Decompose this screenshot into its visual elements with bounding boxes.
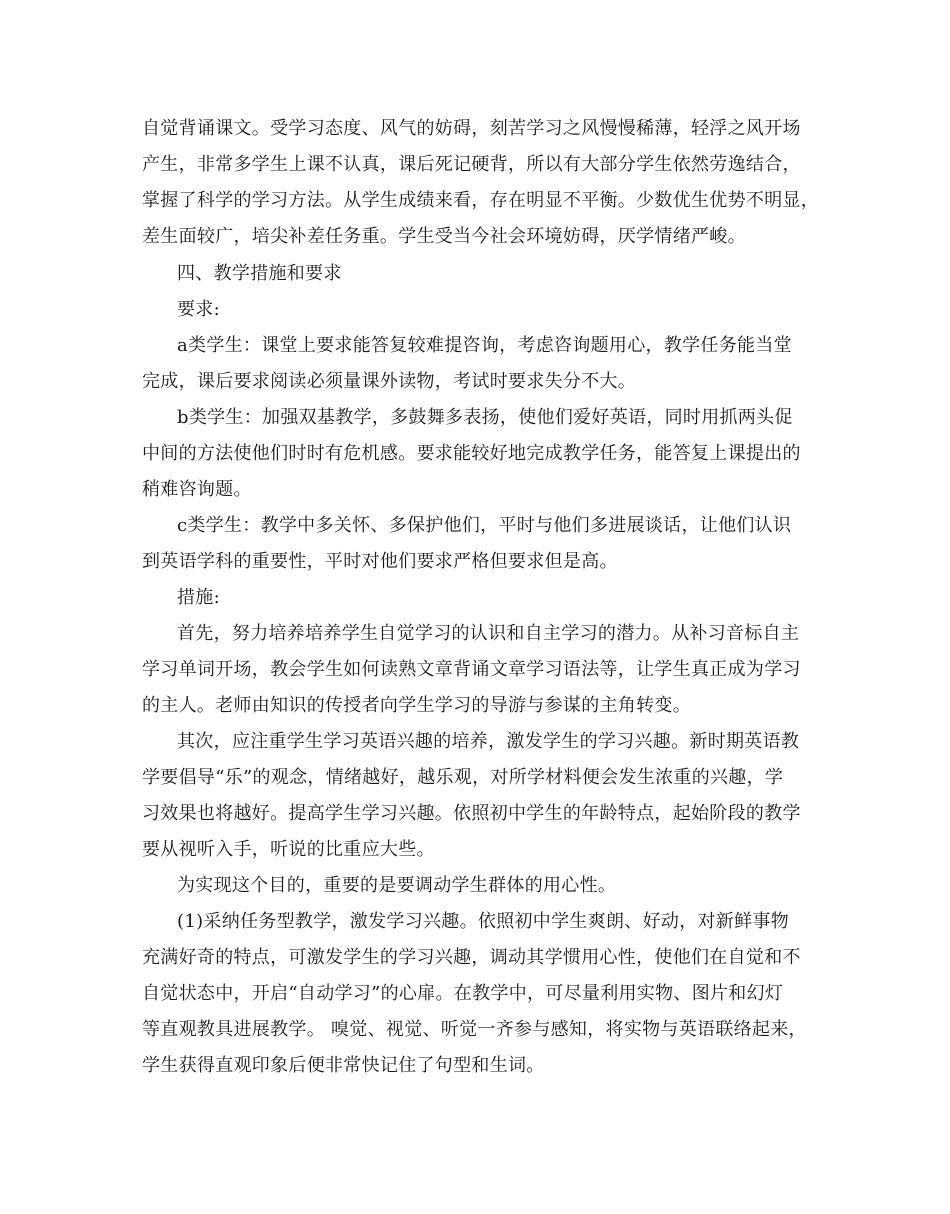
text-line: 到英语学科的重要性，平时对他们要求严格但要求但是高。 [142,551,618,572]
text-line: 自觉背诵课文。受学习态度、风气的妨碍，刻苦学习之风慢慢稀薄，轻浮之风开场 [142,118,801,139]
text-line: 掌握了科学的学习方法。从学生成绩来看，存在明显不平衡。少数优生优势不明显， [142,190,820,211]
text-line: 其次，应注重学生学习英语兴趣的培养，激发学生的学习兴趣。新时期英语教 [177,731,800,752]
subheading-measures: 措施: [177,587,220,608]
text-line: 学习单词开场，教会学生如何读熟文章背诵文章学习语法等，让学生真正成为学习 [142,659,801,680]
text-line: c类学生：教学中多关怀、多保护他们，平时与他们多进展谈话，让他们认识 [177,515,792,536]
text-line: 产生，非常多学生上课不认真，课后死记硬背，所以有大部分学生依然劳逸结合， [142,154,801,175]
text-line: 的主人。老师由知识的传授者向学生学习的导游与参谋的主角转变。 [142,695,691,716]
section-heading: 四、教学措施和要求 [177,263,342,284]
text-line: 自觉状态中，开启“自动学习”的心扉。在教学中，可尽量利用实物、图片和幻灯 [142,983,784,1004]
text-line: 差生面较广，培尖补差任务重。学生受当今社会环境妨碍，厌学情绪严峻。 [142,226,746,247]
text-line: 充满好奇的特点，可激发学生的学习兴趣，调动其学惯用心性，使他们在自觉和不 [142,947,801,968]
text-line: 学要倡导“乐”的观念，情绪越好，越乐观，对所学材料便会发生浓重的兴趣，学 [142,767,784,788]
text-line: 等直观教具进展教学。 嗅觉、视觉、听觉一齐参与感知，将实物与英语联络起来， [142,1019,807,1040]
text-line: 学生获得直观印象后便非常快记住了句型和生词。 [142,1055,545,1076]
text-line: b类学生：加强双基教学，多鼓舞多表扬，使他们爱好英语，同时用抓两头促 [177,407,793,428]
text-line: 首先，努力培养培养学生自觉学习的认识和自主学习的潜力。从补习音标自主 [177,623,800,644]
text-line: a类学生：课堂上要求能答复较难提咨询，考虑咨询题用心，教学任务能当堂 [177,335,792,356]
subheading-requirements: 要求: [177,299,220,320]
text-line: 稍难咨询题。 [142,479,252,500]
text-line: 为实现这个目的，重要的是要调动学生群体的用心性。 [177,875,617,896]
text-line: (1)采纳任务型教学，激发学习兴趣。依照初中学生爽朗、好动，对新鲜事物 [177,911,789,932]
text-line: 中间的方法使他们时时有危机感。要求能较好地完成教学任务，能答复上课提出的 [142,443,801,464]
text-line: 习效果也将越好。提高学生学习兴趣。依照初中学生的年龄特点，起始阶段的教学 [142,803,801,824]
text-line: 完成，课后要求阅读必须量课外读物，考试时要求失分不大。 [142,371,637,392]
text-line: 要从视听入手，听说的比重应大些。 [142,839,435,860]
